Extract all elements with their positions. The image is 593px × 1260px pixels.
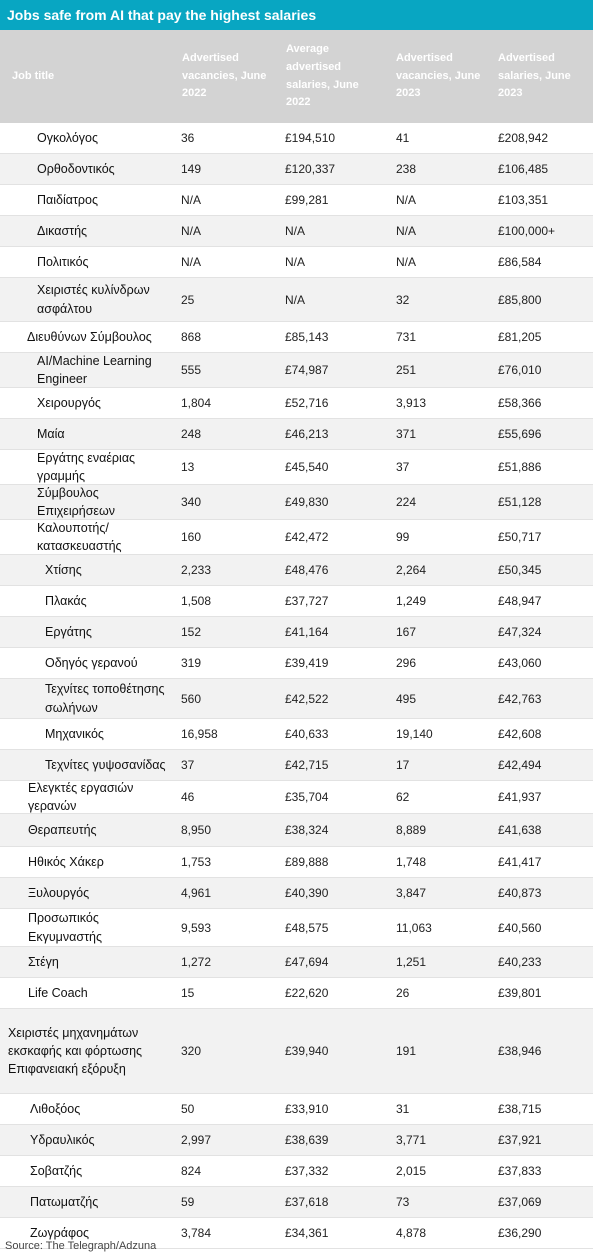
salary-2023-cell: £42,763	[498, 691, 542, 706]
table-row	[0, 1187, 593, 1218]
salary-2023-cell: £42,494	[498, 758, 542, 772]
job-title-cell: Μαία	[37, 426, 65, 441]
job-title-cell: Χειριστές κυλίνδρων ασφάλτου	[37, 283, 150, 316]
vacancies-2023-cell: 3,847	[396, 886, 427, 900]
vacancies-2023-cell: 495	[396, 691, 417, 706]
job-title-cell: Χειριστές μηχανημάτων εκσκαφής και φόρτωσης Επιφανειακή εξόρυξη	[8, 1025, 143, 1077]
salary-2022-cell: £120,337	[285, 162, 336, 176]
job-title-cell: Ξυλουργός	[28, 885, 90, 900]
salary-2022-cell: £38,639	[285, 1133, 329, 1147]
table-row	[0, 978, 593, 1009]
job-title-cell: Ελεγκτές εργασιών γερανών	[28, 780, 134, 813]
salary-2022-cell: £40,390	[285, 886, 329, 900]
salary-2022-cell: £38,324	[285, 823, 329, 837]
header-vacancies-2022: Advertised vacancies, June 2022	[182, 52, 267, 100]
salary-2023-cell: £38,715	[498, 1102, 542, 1116]
vacancies-2022-cell: N/A	[181, 255, 202, 269]
salary-2023-cell: £76,010	[498, 363, 542, 377]
salary-2023-cell: £86,584	[498, 255, 542, 269]
salary-2023-cell: £106,485	[498, 162, 549, 176]
source-note: Source: The Telegraph/Adzuna	[5, 1240, 157, 1252]
vacancies-2022-cell: 149	[181, 162, 202, 176]
salary-2022-cell: £39,419	[285, 656, 329, 670]
salary-2022-cell: £46,213	[285, 427, 329, 441]
salary-2023-cell: £208,942	[498, 131, 549, 145]
vacancies-2022-cell: 36	[181, 131, 195, 145]
job-title-cell: Παιδίατρος	[37, 192, 99, 207]
salary-2022-cell: £35,704	[285, 790, 329, 804]
vacancies-2022-cell: 824	[181, 1164, 202, 1178]
table-row	[0, 1125, 593, 1156]
table-row	[0, 154, 593, 185]
table-row	[0, 520, 593, 555]
job-title-cell: AI/Machine Learning Engineer	[37, 353, 152, 386]
salary-2023-cell: £103,351	[498, 193, 549, 207]
salary-2022-cell: N/A	[285, 255, 306, 269]
salary-2023-cell: £51,128	[498, 495, 542, 509]
vacancies-2022-cell: 1,508	[181, 594, 212, 608]
vacancies-2022-cell: 3,784	[181, 1226, 212, 1240]
salary-2022-cell: £89,888	[285, 855, 329, 869]
vacancies-2022-cell: 868	[181, 330, 202, 344]
job-title-cell: Πολιτικός	[37, 254, 89, 269]
vacancies-2022-cell: 59	[181, 1195, 195, 1209]
header-vacancies-2023: Advertised vacancies, June 2023	[396, 52, 481, 100]
job-title-cell: Στέγη	[28, 954, 59, 969]
salary-2023-cell: £85,800	[498, 292, 542, 307]
vacancies-2023-cell: N/A	[396, 224, 417, 238]
vacancies-2023-cell: 731	[396, 330, 417, 344]
table-row	[0, 353, 593, 388]
job-title-cell: Εργάτης	[45, 624, 92, 639]
job-title-cell: Μηχανικός	[45, 726, 104, 741]
job-title-cell: Εργάτης εναέριας γραμμής	[37, 450, 136, 483]
table-header	[0, 30, 593, 123]
salary-2022-cell: £45,540	[285, 460, 329, 474]
salary-2022-cell: £85,143	[285, 330, 329, 344]
table-row	[0, 123, 593, 154]
salary-2022-cell: £22,620	[285, 986, 329, 1000]
vacancies-2023-cell: 4,878	[396, 1226, 427, 1240]
salary-2023-cell: £37,833	[498, 1164, 542, 1178]
table-row	[0, 388, 593, 419]
vacancies-2022-cell: 2,233	[181, 563, 212, 577]
salary-2023-cell: £50,717	[498, 530, 542, 544]
vacancies-2023-cell: 8,889	[396, 823, 427, 837]
vacancies-2023-cell: 3,913	[396, 396, 427, 410]
salary-2022-cell: N/A	[285, 292, 306, 307]
vacancies-2022-cell: 560	[181, 691, 202, 706]
header-job-title: Job title	[12, 69, 55, 82]
salary-2023-cell: £48,947	[498, 594, 542, 608]
salary-2022-cell: £33,910	[285, 1102, 329, 1116]
vacancies-2023-cell: 73	[396, 1195, 410, 1209]
vacancies-2022-cell: 320	[181, 1044, 202, 1058]
salary-2023-cell: £36,290	[498, 1226, 542, 1240]
job-title-cell: Καλουποτής/ κατασκευαστής	[37, 520, 122, 553]
vacancies-2022-cell: 16,958	[181, 727, 218, 741]
salary-2022-cell: N/A	[285, 224, 306, 238]
vacancies-2023-cell: 224	[396, 495, 417, 509]
salary-2022-cell: £48,476	[285, 563, 329, 577]
vacancies-2023-cell: 31	[396, 1102, 410, 1116]
vacancies-2023-cell: 62	[396, 790, 410, 804]
vacancies-2022-cell: 15	[181, 986, 195, 1000]
table-row	[0, 450, 593, 485]
salary-2023-cell: £41,937	[498, 790, 542, 804]
vacancies-2022-cell: 2,997	[181, 1133, 212, 1147]
vacancies-2022-cell: 46	[181, 790, 195, 804]
salary-2023-cell: £58,366	[498, 396, 542, 410]
vacancies-2023-cell: 371	[396, 427, 417, 441]
table-row	[0, 750, 593, 781]
job-title-cell: Προσωπικός Εκγυμναστής	[28, 911, 102, 944]
salary-2022-cell: £42,522	[285, 691, 329, 706]
table-row	[0, 278, 593, 322]
salary-2022-cell: £34,361	[285, 1226, 329, 1240]
job-title-cell: Σύμβουλος Επιχειρήσεων	[37, 485, 116, 518]
salary-2023-cell: £40,873	[498, 886, 542, 900]
vacancies-2023-cell: 1,249	[396, 594, 427, 608]
vacancies-2023-cell: 1,748	[396, 855, 427, 869]
vacancies-2022-cell: 555	[181, 363, 202, 377]
salary-2023-cell: £43,060	[498, 656, 542, 670]
table-row	[0, 814, 593, 847]
job-title-cell: Ορθοδοντικός	[37, 161, 115, 176]
vacancies-2023-cell: 26	[396, 986, 410, 1000]
salary-2023-cell: £37,921	[498, 1133, 542, 1147]
header-salaries-2023: Advertised salaries, June 2023	[498, 52, 571, 100]
header-salaries-2022: Average advertised salaries, June 2022	[286, 43, 359, 109]
salary-2023-cell: £42,608	[498, 727, 542, 741]
job-title-cell: Ογκολόγος	[37, 130, 99, 145]
table-title	[0, 0, 593, 30]
job-title-cell: Χτίσης	[45, 562, 82, 577]
table-row	[0, 419, 593, 450]
job-title-cell: Υδραυλικός	[30, 1132, 95, 1147]
table-title-text: Jobs safe from AI that pay the highest salaries	[7, 7, 317, 23]
vacancies-2023-cell: N/A	[396, 193, 417, 207]
vacancies-2022-cell: 37	[181, 758, 195, 772]
vacancies-2022-cell: 1,804	[181, 396, 212, 410]
table-row	[0, 947, 593, 978]
salary-2022-cell: £40,633	[285, 727, 329, 741]
salary-2022-cell: £74,987	[285, 363, 329, 377]
vacancies-2022-cell: 25	[181, 292, 195, 307]
salary-2023-cell: £40,233	[498, 955, 542, 969]
salary-2022-cell: £37,618	[285, 1195, 329, 1209]
job-title-cell: Τεχνίτες γυψοσανίδας	[45, 757, 166, 772]
job-title-cell: Ηθικός Χάκερ	[28, 854, 104, 869]
vacancies-2022-cell: 50	[181, 1102, 195, 1116]
vacancies-2022-cell: 340	[181, 495, 202, 509]
job-title-cell: Τεχνίτες τοποθέτησης σωλήνων	[45, 682, 165, 715]
vacancies-2022-cell: 9,593	[181, 920, 212, 935]
table-row	[0, 878, 593, 909]
salary-2023-cell: £41,638	[498, 823, 542, 837]
salary-2022-cell: £99,281	[285, 193, 329, 207]
vacancies-2022-cell: 160	[181, 530, 202, 544]
table-row	[0, 586, 593, 617]
salary-2022-cell: £52,716	[285, 396, 329, 410]
table-row	[0, 185, 593, 216]
salary-2022-cell: £48,575	[285, 920, 329, 935]
table-row	[0, 679, 593, 719]
table-row	[0, 719, 593, 750]
job-title-cell: Θεραπευτής	[28, 822, 97, 837]
salary-2022-cell: £37,727	[285, 594, 329, 608]
salary-2023-cell: £37,069	[498, 1195, 542, 1209]
vacancies-2023-cell: 191	[396, 1044, 417, 1058]
table-row	[0, 847, 593, 878]
salary-2022-cell: £41,164	[285, 625, 329, 639]
table-body	[0, 123, 593, 1249]
salary-2022-cell: £42,715	[285, 758, 329, 772]
vacancies-2023-cell: 2,264	[396, 563, 427, 577]
vacancies-2022-cell: 1,272	[181, 955, 212, 969]
vacancies-2023-cell: 17	[396, 758, 410, 772]
salary-2023-cell: £47,324	[498, 625, 542, 639]
table-row	[0, 1009, 593, 1094]
job-title-cell: Πλακάς	[45, 593, 87, 608]
salary-2023-cell: £41,417	[498, 855, 542, 869]
vacancies-2022-cell: 319	[181, 656, 202, 670]
vacancies-2022-cell: 8,950	[181, 823, 212, 837]
vacancies-2022-cell: 248	[181, 427, 202, 441]
job-title-cell: Λιθοξόος	[30, 1101, 81, 1116]
vacancies-2022-cell: N/A	[181, 224, 202, 238]
salary-2023-cell: £100,000+	[498, 224, 556, 238]
vacancies-2022-cell: 13	[181, 460, 195, 474]
vacancies-2022-cell: 1,753	[181, 855, 212, 869]
vacancies-2023-cell: 37	[396, 460, 410, 474]
salary-2023-cell: £40,560	[498, 920, 542, 935]
job-title-cell: Δικαστής	[37, 223, 88, 238]
salary-2023-cell: £55,696	[498, 427, 542, 441]
table-row	[0, 781, 593, 814]
vacancies-2023-cell: 99	[396, 530, 410, 544]
table-row	[0, 322, 593, 353]
vacancies-2022-cell: 152	[181, 625, 202, 639]
job-title-cell: Διευθύνων Σύμβουλος	[27, 329, 152, 344]
table-row	[0, 247, 593, 278]
vacancies-2023-cell: 11,063	[396, 920, 432, 935]
vacancies-2023-cell: 32	[396, 292, 410, 307]
salary-2022-cell: £47,694	[285, 955, 329, 969]
vacancies-2023-cell: 296	[396, 656, 417, 670]
job-title-cell: Σοβατζής	[30, 1163, 83, 1178]
table-row	[0, 485, 593, 520]
vacancies-2023-cell: 3,771	[396, 1133, 427, 1147]
job-title-cell: Χειρουργός	[37, 395, 101, 410]
vacancies-2023-cell: 167	[396, 625, 417, 639]
vacancies-2023-cell: 238	[396, 162, 417, 176]
vacancies-2022-cell: 4,961	[181, 886, 212, 900]
table-row	[0, 1156, 593, 1187]
vacancies-2023-cell: 1,251	[396, 955, 427, 969]
table-row	[0, 216, 593, 247]
salary-2023-cell: £81,205	[498, 330, 542, 344]
salary-2023-cell: £38,946	[498, 1044, 542, 1058]
vacancies-2023-cell: 19,140	[396, 727, 433, 741]
salary-2023-cell: £51,886	[498, 460, 542, 474]
job-title-cell: Ζωγράφος	[30, 1225, 90, 1240]
table-row	[0, 555, 593, 586]
table-row	[0, 909, 593, 947]
salary-2022-cell: £37,332	[285, 1164, 329, 1178]
table-row	[0, 617, 593, 648]
salary-2023-cell: £50,345	[498, 563, 542, 577]
table-row	[0, 1094, 593, 1125]
job-title-cell: Πατωματζής	[30, 1194, 99, 1209]
table-row	[0, 648, 593, 679]
job-title-cell: Life Coach	[28, 985, 88, 1000]
salary-2022-cell: £49,830	[285, 495, 329, 509]
salary-2022-cell: £194,510	[285, 131, 336, 145]
vacancies-2023-cell: 41	[396, 131, 410, 145]
salary-2023-cell: £39,801	[498, 986, 542, 1000]
vacancies-2022-cell: N/A	[181, 193, 202, 207]
vacancies-2023-cell: 251	[396, 363, 417, 377]
vacancies-2023-cell: 2,015	[396, 1164, 427, 1178]
vacancies-2023-cell: N/A	[396, 255, 417, 269]
salary-2022-cell: £39,940	[285, 1044, 329, 1058]
job-title-cell: Οδηγός γερανού	[45, 655, 138, 670]
salary-2022-cell: £42,472	[285, 530, 329, 544]
